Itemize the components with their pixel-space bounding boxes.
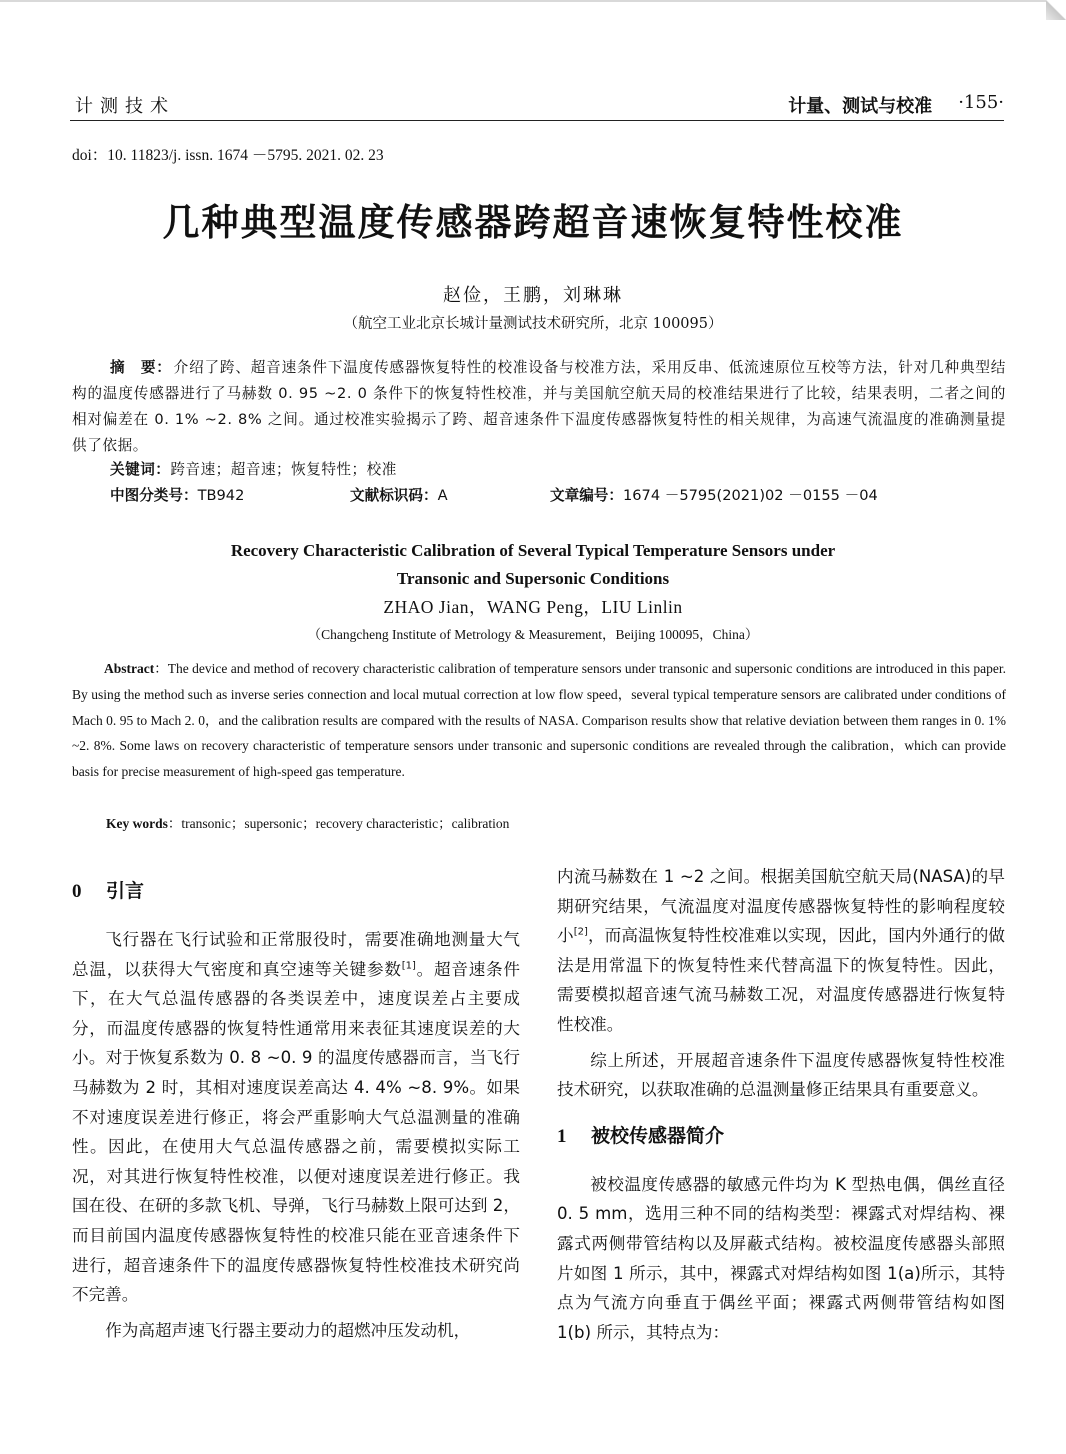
abstract-cn-text: 介绍了跨、超音速条件下温度传感器恢复特性的校准设备与校准方法，采用反串、低流速原位互校等方法，针对几种典型结构的温度传感器进行了马赫数 0. 95 ~2. 0 条件下的恢复特性校准，并与美国航空航天局的校准结果进行了比较，结果表明，二者之间的相对偏差在 0. 1% ~2. 8% 之间。通过校准实验揭示了跨、超音速条件下温度传感器恢复特性的相关规律，为高速气流温度的准确测量提供了依据。 <box>72 359 1006 454</box>
section-name: 计量、测试与校准 <box>788 96 933 117</box>
section-number: 1 <box>557 1125 567 1147</box>
paragraph: 综上所述，开展超音速条件下温度传感器恢复特性校准技术研究，以获取准确的总温测量修正结果具有重要意义。 <box>557 1050 1005 1100</box>
section-title: 被校传感器简介 <box>591 1124 725 1147</box>
doc-value: A <box>437 487 448 504</box>
journal-name: 计测技术 <box>75 96 175 117</box>
paragraph <box>557 862 1005 1040</box>
keywords-en-text: ：transonic；supersonic；recovery characteristic；calibration <box>167 816 510 831</box>
paragraph: 作为高超声速飞行器主要动力的超燃冲压发动机， <box>105 1320 471 1340</box>
citation: [2] <box>573 926 588 938</box>
abstract-cn <box>72 355 1006 459</box>
keywords-cn-text: 跨音速；超音速；恢复特性；校准 <box>170 461 397 478</box>
body-column-left <box>72 862 520 1345</box>
keywords-en-label: Key words <box>106 816 168 831</box>
clc-value: TB942 <box>197 487 245 504</box>
abstract-en-label: Abstract <box>104 661 155 676</box>
keywords-en <box>106 812 509 832</box>
english-title-line2: Transonic and Supersonic Conditions <box>396 569 670 588</box>
abstract-cn-label: 摘 要： <box>110 359 172 376</box>
section-heading-1 <box>557 1121 1005 1152</box>
paragraph: 被校温度传感器的敏感元件均为 K 型热电偶，偶丝直径 0. 5 mm，选用三种不同的结构类型：裸露式对焊结构、裸露式两侧带管结构以及屏蔽式结构。被校温度传感器头部照片如图 1 所示，其中，裸露式对焊结构如图 1(a)所示，其特点为气流方向垂直于偶丝平面；裸露式两侧带管结构如图 1(b) 所示，其特点为： <box>557 1174 1005 1342</box>
citation: [1] <box>401 960 416 972</box>
english-title <box>0 537 1066 593</box>
header-rule <box>70 120 1004 121</box>
doi: doi：10. 11823/j. issn. 1674 －5795. 2021. 02. 23 <box>72 147 384 164</box>
paragraph-text: 。超音速条件下，在大气总温传感器的各类误差中，速度误差占主要成分，而温度传感器的恢复特性通常用来表征其速度误差的大小。对于恢复系数为 0. 8 ~0. 9 的温度传感器而言，当飞行马赫数为 2 时，其相对速度误差高达 4. 4% ~8. 9%。如果不对速度误差进行修正，将会严重影响大气总温测量的准确性。因此，在使用大气总温传感器之前，需要模拟实际工况，对其进行恢复特性校准，以便对速度误差进行修正。我国在役、在研的多款飞机、导弹，飞行马赫数上限可达到 2，而目前国内温度传感器恢复特性的校准只能在亚音速条件下进行，超音速条件下的温度传感器恢复特性校准技术研究尚不完善。 <box>72 959 521 1305</box>
english-title-line1: Recovery Characteristic Calibration of Several Typical Temperature Sensors under <box>230 541 836 560</box>
page-corner-fold <box>1046 0 1066 20</box>
document-code <box>350 484 448 505</box>
doc-label: 文献标识码： <box>350 487 438 504</box>
keywords-cn <box>110 458 397 479</box>
page-number: ·155· <box>958 92 1004 113</box>
clc-label: 中图分类号： <box>110 487 198 504</box>
authors: 赵俭，王鹏，刘琳琳 <box>443 285 623 306</box>
article-number <box>550 484 878 505</box>
paragraph-text: ，而高温恢复特性校准难以实现，因此，国内外通行的做法是用常温下的恢复特性来代替高温下的恢复特性。因此，需要模拟超音速气流马赫数工况，对温度传感器进行恢复特性校准。 <box>557 926 1006 1034</box>
section-title: 引言 <box>106 880 145 902</box>
english-affiliation: （Changcheng Institute of Metrology & Measurement，Beijing 100095，China） <box>307 627 759 642</box>
art-value: 1674 －5795(2021)02 －0155 －04 <box>622 487 878 504</box>
abstract-en <box>72 656 1006 785</box>
body-column-right <box>557 862 1005 1347</box>
keywords-cn-label: 关键词： <box>110 461 171 478</box>
english-authors: ZHAO Jian，WANG Peng，LIU Linlin <box>383 597 683 617</box>
paragraph <box>72 925 520 1310</box>
paragraph-text: 内流马赫数在 1 ~2 之间。根据美国航空航天局(NASA)的早期研究结果，气流温度对温度传感器恢复特性的影响程度较小 <box>557 867 1005 946</box>
section-heading-0 <box>72 876 520 907</box>
page-top-edge <box>0 0 1066 2</box>
abstract-en-text: ：The device and method of recovery characteristic calibration of temperature sensors under transonic and supersonic conditions are introduced in this paper. By using the method such as inverse series connection and local mutual correction at low flow speed，several typical temperature sensors are calibrated under conditions of Mach 0. 95 to Mach 2. 0，and the calibration results are compared with the results of NASA. Comparison results show that relative deviation between them ranges in 0. 1% ~2. 8%. Some laws on recovery characteristic of temperature sensors under transonic and supersonic conditions are revealed through the calibration，which can provide basis for precise measurement of high-speed gas temperature. <box>72 661 1006 780</box>
paper-title: 几种典型温度传感器跨超音速恢复特性校准 <box>162 201 904 244</box>
paragraph-text: 飞行器在飞行试验和正常服役时，需要准确地测量大气总温，以获得大气密度和真空速等关键参数 <box>72 930 520 979</box>
clc-number <box>110 484 244 505</box>
art-label: 文章编号： <box>550 487 623 504</box>
affiliation: （航空工业北京长城计量测试技术研究所，北京 100095） <box>343 316 723 332</box>
section-number: 0 <box>72 881 82 902</box>
running-header <box>788 92 1004 118</box>
